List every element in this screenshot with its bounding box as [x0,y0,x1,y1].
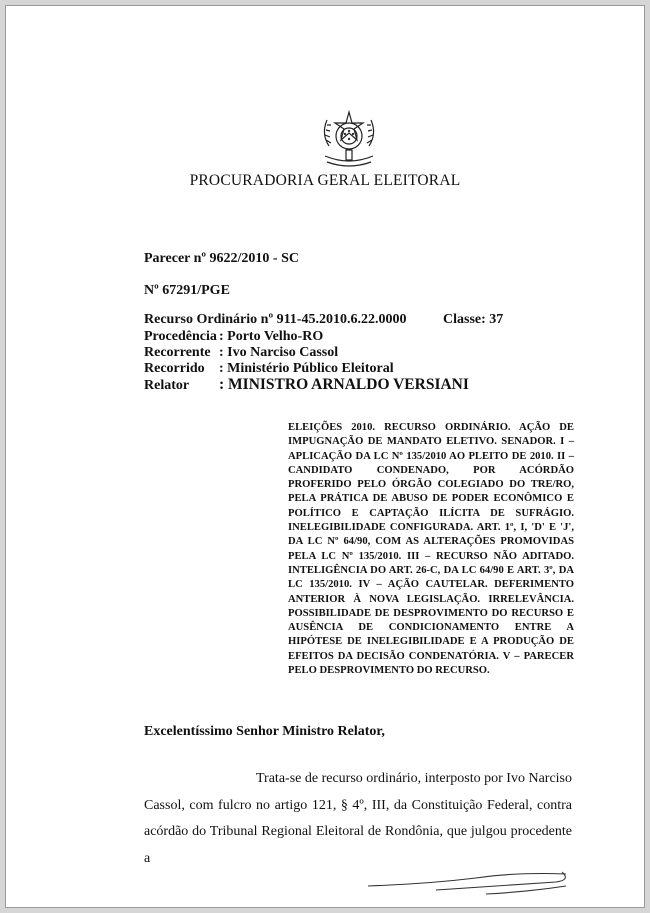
document-page [5,5,645,908]
field-relator [144,376,469,394]
coat-of-arms-icon [315,106,383,172]
organization-name: PROCURADORIA GERAL ELEITORAL [189,172,461,189]
field-label: Recorrido [144,361,205,376]
body-paragraph [144,766,572,872]
field-label: Relator [144,378,190,393]
salutation: Excelentíssimo Senhor Ministro Relator, [144,724,385,739]
field-value: : Porto Velho-RO [219,329,324,344]
field-value: : Ivo Narciso Cassol [219,345,339,360]
field-label: Recorrente [144,345,211,360]
recurso-number: Recurso Ordinário nº 911-45.2010.6.22.0000 [144,312,407,327]
pge-number: Nº 67291/PGE [144,283,230,298]
field-value: : MINISTRO ARNALDO VERSIANI [219,376,469,393]
handwritten-signature-icon [366,864,576,898]
ementa-summary: ELEIÇÕES 2010. RECURSO ORDINÁRIO. AÇÃO DE IMPUGNAÇÃO DE MANDATO ELETIVO. SENADOR. I – APLICAÇÃO DA LC Nº 135/2010 AO PLEITO DE 2010. II – CANDIDATO CONDENADO, POR ACÓRDÃO PROFERIDO PELO ÓRGÃO COLEGIADO DO TRE/RO, PELA PRÁTICA DE ABUSO DE PODER ECONÔMICO E POLÍTICO E CAPTAÇÃO ILÍCITA DE SUFRÁGIO. INELEGIBILIDADE CONFIGURADA. ART. 1º, I, 'D' E 'J', DA LC Nº 64/90, COM AS ALTERAÇÕES PROMOVIDAS PELA LC Nº 135/2010. III – RECURSO NÃO ADITADO. INTELIGÊNCIA DO ART. 26-C, DA LC 64/90 E ART. 3º, DA LC 135/2010. IV – AÇÃO CAUTELAR. DEFERIMENTO ANTERIOR À NOVA LEGISLAÇÃO. IRRELEVÂNCIA. POSSIBILIDADE DE DESPROVIMENTO DO RECURSO E AUSÊNCIA DE CONDICIONAMENTO ENTRE A HIPÓTESE DE INELEGIBILIDADE E A PRODUÇÃO DE EFEITOS DA DECISÃO CONDENATÓRIA. V – PARECER PELO DESPROVIMENTO DO RECURSO. [288,422,574,677]
field-recorrente [144,345,338,361]
body-text: Trata-se de recurso ordinário, interposto por Ivo Narciso Cassol, com fulcro no artigo 121, § 4º, III, da Constituição Federal, contra acórdão do Tribunal Regional Eleitoral de Rondônia, que julgou procedente a [144,771,572,866]
parecer-number: Parecer nº 9622/2010 - SC [144,251,299,266]
classe-label: Classe: 37 [443,312,504,327]
field-procedencia [144,329,323,345]
field-recorrido [144,361,394,377]
field-value: : Ministério Público Eleitoral [219,361,394,376]
field-label: Procedência [144,329,217,344]
